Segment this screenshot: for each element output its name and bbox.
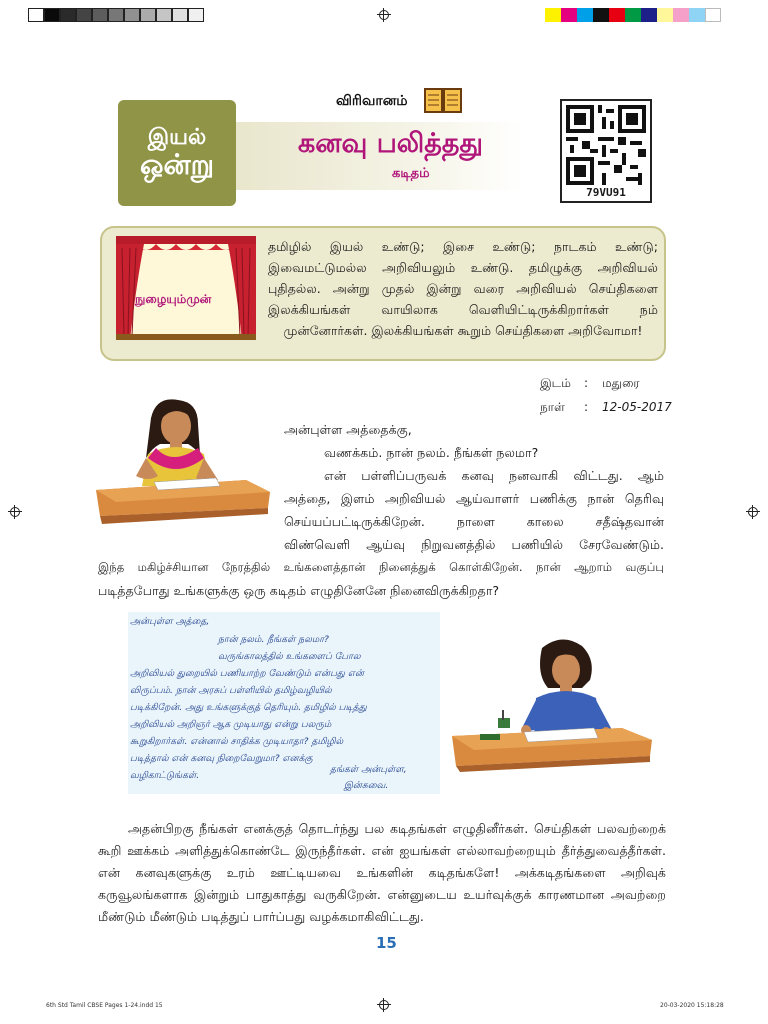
chapter-badge (118, 100, 236, 206)
letter-date (540, 400, 672, 416)
letter-line-5: இந்த மகிழ்ச்சியான நேரத்தில் உங்களைத்தான் நினைத்துக் கொள்கிறேன். நான் ஆறாம் வகுப்பு (98, 560, 664, 574)
page-number: 15 (376, 934, 397, 952)
letter-line-2: அத்தை, இளம் அறிவியல் ஆய்வாளர் பணிக்கு நான் தெரிவு (284, 491, 664, 506)
page-title: கனவு பலித்தது (298, 128, 483, 159)
qr-code[interactable] (560, 99, 652, 203)
hand-line-1: அன்புள்ள அத்தை, (130, 616, 210, 627)
footer-filename: 6th Std Tamil CBSE Pages 1-24.indd 15 (46, 1002, 163, 1009)
qr-code-icon (566, 105, 646, 185)
qr-code-label: 79VU91 (586, 186, 626, 199)
hand-line-5: விருப்பம். நான் அரசுப் பள்ளியில் தமிழ்வழியில் (130, 685, 332, 696)
hand-line-3: வருங்காலத்தில் உங்களைப் போல (218, 651, 361, 662)
letter-line-1: என் பள்ளிப்பருவக் கனவு நனவாகி விட்டது. ஆம் (324, 468, 664, 483)
date-label: நாள் (540, 400, 565, 414)
date-sep: : (584, 400, 589, 414)
section-label: விரிவானம் (336, 93, 408, 109)
page-subtitle: கடிதம் (392, 166, 430, 181)
registration-mark-bottom-icon (377, 998, 391, 1012)
open-book-icon (424, 86, 462, 114)
letter-greeting: வணக்கம். நான் நலம். நீங்கள் நலமா? (324, 445, 539, 460)
hand-line-12: இன்சுவை. (344, 780, 389, 791)
hand-line-11: தங்கள் அன்புள்ள, (330, 764, 407, 775)
chapter-badge-line2: ஒன்று (139, 147, 215, 181)
registration-mark-right-icon (746, 505, 760, 519)
hand-line-6: படிக்கிறேன். அது உங்களுக்குத் தெரியும். தமிழில் படித்து (130, 702, 367, 713)
hand-line-4: அறிவியல் துறையில் பணியாற்ற வேண்டும் என்பது என் (130, 668, 364, 679)
letter-line-4: விண்வெளி ஆய்வு நிறுவனத்தில் பணியில் சேரவேண்டும். (284, 537, 664, 552)
girl-writing-illustration (96, 396, 270, 532)
hand-line-8: கூறுகிறார்கள். என்னால் சாதிக்க முடியாதா? தமிழில் (130, 736, 344, 747)
registration-mark-top-icon (377, 8, 391, 22)
footer-timestamp: 20-03-2020 15:18:28 (660, 1002, 724, 1009)
letter-place (540, 376, 640, 392)
letter-line-3: செய்யப்பட்டிருக்கிறேன். நாளை காலை சதீஷ்தவான் (284, 514, 664, 529)
letter-salutation: அன்புள்ள அத்தைக்கு, (284, 422, 412, 437)
place-value: மதுரை (602, 376, 640, 390)
girl-studying-illustration (452, 636, 652, 786)
date-value: 12-05-2017 (602, 400, 672, 414)
intro-label: நுழையும்முன் (135, 292, 212, 306)
stage-curtain-icon (116, 236, 256, 340)
hand-line-9: படித்தால் என் கனவு நிறைவேறுமா? எனக்கு (130, 753, 313, 764)
place-sep: : (584, 376, 589, 390)
hand-line-10: வழிகாட்டுங்கள். (130, 770, 200, 781)
hand-line-7: அறிவியல் அறிஞர் ஆக முடியாது என்று பலரும் (130, 719, 332, 730)
place-label: இடம் (540, 376, 571, 390)
closing-text: அதன்பிறகு நீங்கள் எனக்குத் தொடர்ந்து பல கடிதங்கள் எழுதினீர்கள். செய்திகள் பலவற்றைக் கூறி ஊக்கம் அளித்துக்கொண்டே இருந்தீர்கள். என் ஐயங்கள் எல்லாவற்றையும் தீர்த்துவைத்தீர்கள். என் கனவுகளுக்கு உரம் ஊட்டியவை உங்களின் கடிதங்களே! அக்கடிதங்களை அறிவுக் கருவூலங்களாக இன்றும் பாதுகாத்து வருகிறேன். என்னுடைய உயர்வுக்குக் காரணமான அவற்றை மீண்டும் மீண்டும் படித்துப் பார்ப்பது வழக்கமாகிவிட்டது. (98, 821, 666, 924)
closing-paragraph (98, 818, 666, 928)
letter-line-6: படித்தபோது உங்களுக்கு ஒரு கடிதம் எழுதினேனே நினைவிருக்கிறதா? (98, 583, 500, 598)
print-color-bar (545, 8, 721, 22)
chapter-badge-line1: இயல் (147, 124, 207, 150)
intro-text: தமிழில் இயல் உண்டு; இசை உண்டு; நாடகம் உண்டு; இவைமட்டுமல்ல அறிவியலும் உண்டு. தமிழுக்கு அறிவியல் புதிதல்ல. அன்று முதல் இன்று வரை அறிவியல் செய்திகளை இலக்கியங்கள் வாயிலாக வெளியிட்டிருக்கிறார்கள் நம் முன்னோர்கள். இலக்கியங்கள் கூறும் செய்திகளை அறிவோமா! (268, 239, 658, 338)
registration-mark-left-icon (8, 505, 22, 519)
hand-line-2: நான் நலம். நீங்கள் நலமா? (218, 634, 329, 645)
print-grayscale-bar (28, 8, 204, 22)
